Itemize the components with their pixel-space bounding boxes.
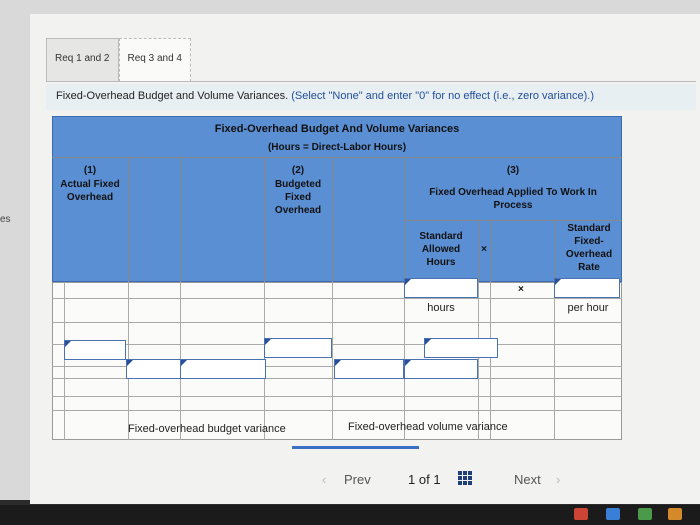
page-indicator — [408, 472, 441, 487]
next-chevron-icon: › — [556, 472, 561, 487]
budget-variance-effect-select[interactable] — [180, 359, 266, 379]
page-current: 1 — [408, 472, 416, 487]
progress-bar — [292, 446, 419, 449]
col3-num: (3) — [506, 165, 520, 176]
volume-variance-amount-input[interactable] — [334, 359, 404, 379]
body-vline — [332, 282, 333, 440]
std-hours-label: Standard Allowed Hours — [419, 231, 463, 268]
app-icon[interactable] — [606, 508, 620, 520]
row-line — [52, 298, 622, 299]
actual-overhead-input[interactable] — [64, 340, 126, 360]
body-vline — [478, 282, 479, 440]
table-subtitle: (Hours = Direct-Labor Hours) — [267, 142, 407, 153]
rate-unit: per hour — [567, 302, 609, 314]
next-button[interactable]: Next — [514, 472, 541, 487]
app-icon[interactable] — [574, 508, 588, 520]
header-hline — [404, 220, 622, 221]
page-of: of — [418, 472, 430, 487]
header-vline — [490, 220, 491, 282]
table-title: Fixed-Overhead Budget And Volume Variances — [214, 123, 460, 135]
prev-chevron-icon: ‹ — [322, 472, 327, 487]
header-vline — [554, 220, 555, 282]
budget-variance-amount-input[interactable] — [126, 359, 182, 379]
instruction-bar — [46, 84, 696, 110]
header-vline — [332, 157, 333, 282]
col1-num: (1) — [83, 165, 97, 176]
row-times-sign: × — [518, 284, 524, 295]
body-vline — [64, 282, 65, 440]
row-line — [52, 322, 622, 323]
col1-label: Actual Fixed Overhead — [60, 179, 120, 203]
row-line — [52, 396, 622, 397]
col2-num: (2) — [291, 165, 305, 176]
page-total: 1 — [433, 472, 441, 487]
header-vline — [128, 157, 129, 282]
times-sign: × — [481, 244, 487, 255]
hours-unit: hours — [427, 302, 455, 314]
col3-label: Fixed Overhead Applied To Work In Process — [429, 187, 597, 211]
app-icon[interactable] — [638, 508, 652, 520]
volume-variance-label: Fixed-overhead volume variance — [348, 421, 508, 433]
instruction-text: Fixed-Overhead Budget and Volume Variances. — [56, 90, 289, 102]
body-vline — [554, 282, 555, 440]
budgeted-overhead-input[interactable] — [264, 338, 332, 358]
app-icon[interactable] — [668, 508, 682, 520]
header-vline — [180, 157, 181, 282]
tab-divider — [46, 81, 696, 82]
applied-overhead-input[interactable] — [424, 338, 498, 358]
tab-req-1-2[interactable]: Req 1 and 2 — [46, 38, 119, 82]
cutoff-text: es — [0, 214, 11, 225]
volume-variance-effect-select[interactable] — [404, 359, 478, 379]
budget-variance-label: Fixed-overhead budget variance — [128, 423, 286, 435]
std-hours-input[interactable] — [404, 278, 478, 298]
tab-req-3-4[interactable]: Req 3 and 4 — [119, 38, 192, 82]
grid-view-icon[interactable] — [458, 471, 472, 485]
taskbar — [0, 505, 700, 525]
row-line — [52, 410, 622, 411]
prev-button[interactable]: Prev — [344, 472, 371, 487]
col2-label: Budgeted Fixed Overhead — [274, 179, 322, 216]
std-rate-label: Standard Fixed-Overhead Rate — [565, 223, 613, 273]
body-vline — [490, 282, 491, 440]
header-divider — [52, 157, 622, 158]
std-rate-input[interactable] — [554, 278, 620, 298]
row-line — [52, 344, 622, 345]
instruction-note: (Select "None" and enter "0" for no effect (i.e., zero variance).) — [291, 90, 595, 102]
tab-bar — [46, 38, 191, 82]
